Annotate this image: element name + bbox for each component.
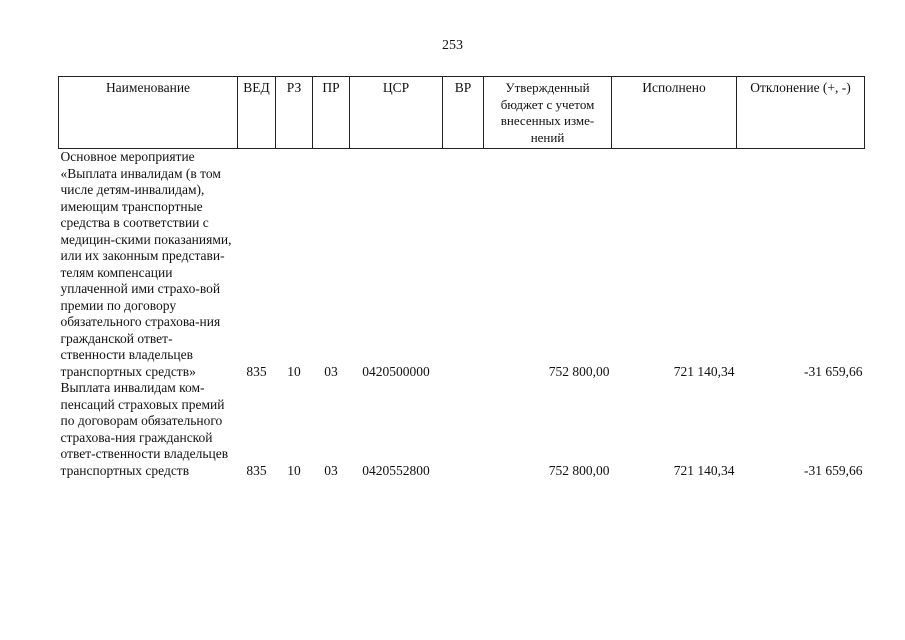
header-budget: Утвержденный бюджет с учетом внесенных изме-нений xyxy=(484,77,612,149)
row-ved: 835 xyxy=(246,462,267,478)
row-name: Основное мероприятие «Выплата инвалидам (в том числе детям-инвалидам), имеющим транспортные средства в соответствии с медицин-скими показаниями, или их законным представи-телям компенсации уплаченной ими страхо-вой премии по договору обязательного страхова-ния гражданской ответ-ственности владельцев транспортных средств» xyxy=(60,149,232,379)
row-rz: 10 xyxy=(287,462,301,478)
row-vr xyxy=(443,149,484,381)
row-csr: 0420500000 xyxy=(362,363,430,379)
header-csr: ЦСР xyxy=(350,77,443,149)
header-rz: РЗ xyxy=(276,77,313,149)
header-name: Наименование xyxy=(59,77,238,149)
row-csr: 0420552800 xyxy=(362,462,430,478)
header-vr: ВР xyxy=(443,77,484,149)
row-pr: 03 xyxy=(324,462,338,478)
row-rz: 10 xyxy=(287,363,301,379)
row-budget: 752 800,00 xyxy=(548,462,610,478)
row-executed: 721 140,34 xyxy=(673,363,735,379)
budget-table xyxy=(58,76,865,479)
row-name: Выплата инвалидам ком-пенсаций страховых премий по договорам обязательного страхова-ния гражданской ответ-ственности владельцев транспортных средств xyxy=(60,380,229,478)
header-ved: ВЕД xyxy=(238,77,276,149)
header-deviation: Отклонение (+, -) xyxy=(737,77,865,149)
row-deviation: -31 659,66 xyxy=(804,462,863,478)
row-executed: 721 140,34 xyxy=(673,462,735,478)
page-number: 253 xyxy=(442,38,463,53)
row-pr: 03 xyxy=(324,363,338,379)
table-row xyxy=(59,380,865,479)
row-budget: 752 800,00 xyxy=(548,363,610,379)
table-header-row xyxy=(59,77,865,149)
table-row xyxy=(59,149,865,381)
row-ved: 835 xyxy=(246,363,267,379)
row-vr xyxy=(443,380,484,479)
header-executed: Исполнено xyxy=(612,77,737,149)
row-deviation: -31 659,66 xyxy=(804,363,863,379)
header-pr: ПР xyxy=(313,77,350,149)
